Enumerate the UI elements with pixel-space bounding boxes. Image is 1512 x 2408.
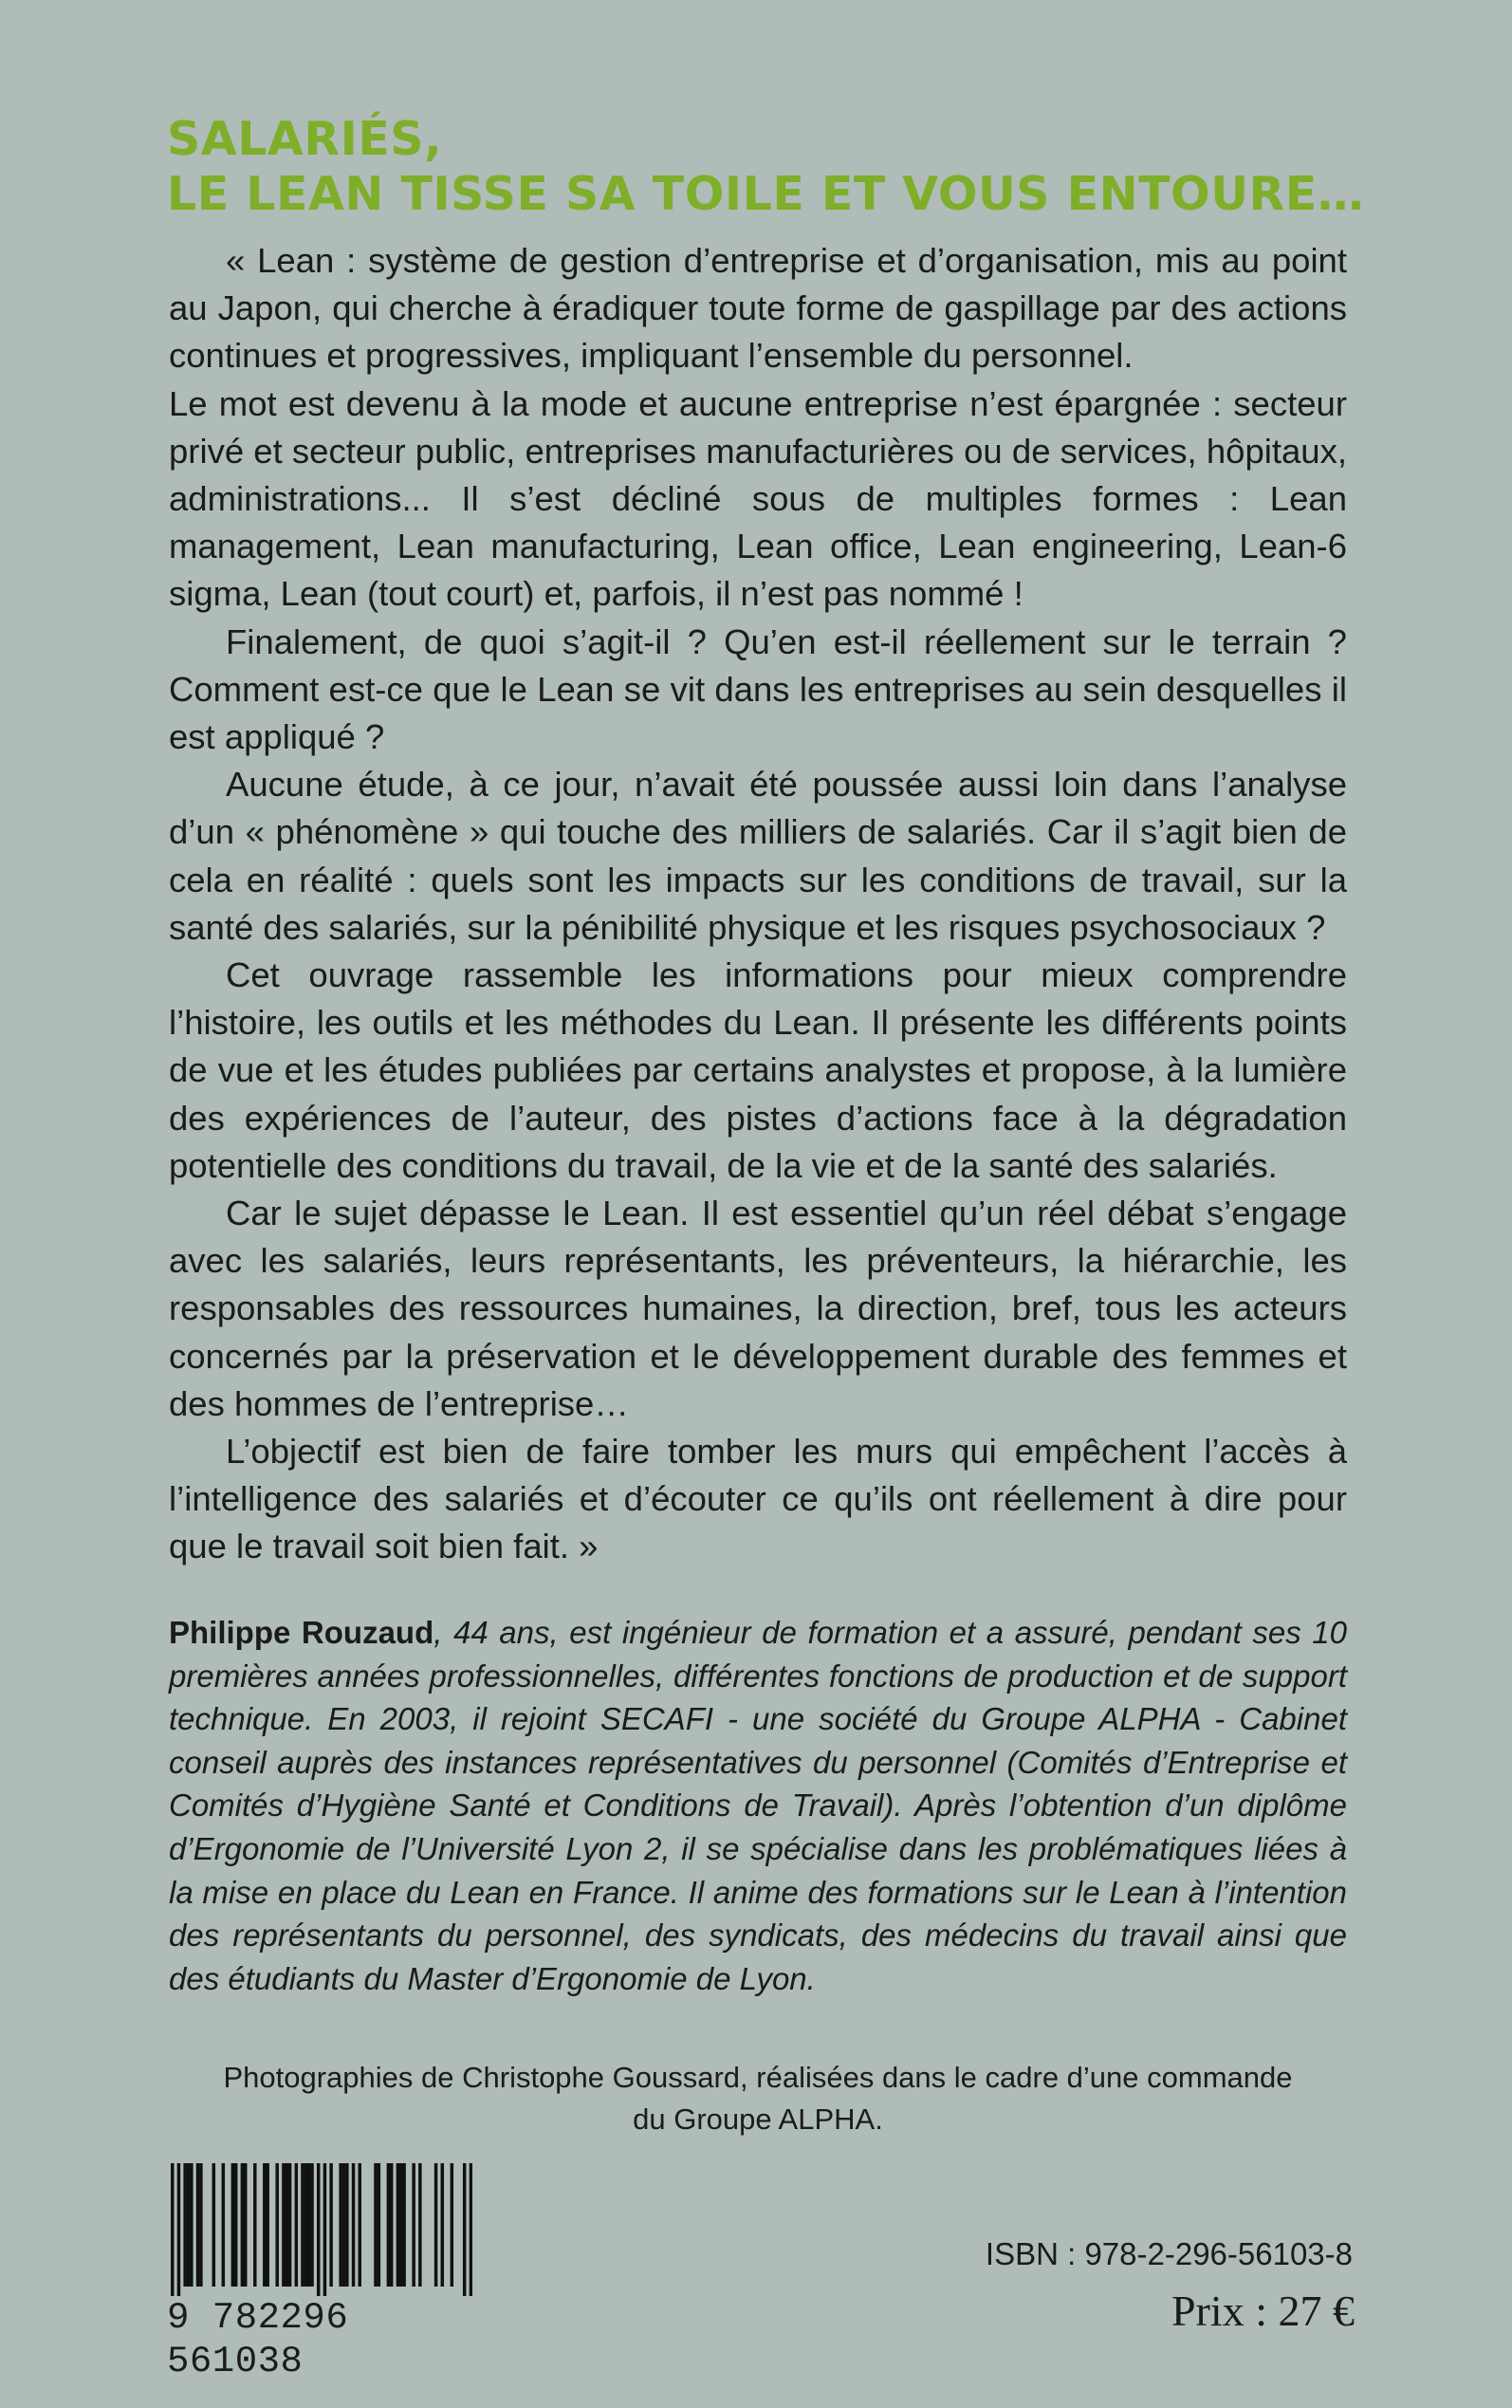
author-bio-text: , 44 ans, est ingénieur de formation et a assuré, pendant ses 10 premières années professionnelles, différentes fonctions de production et de support technique. En 2003, il rejoint SECAFI - une société du Groupe ALPHA - Cabinet conseil auprès des instances représentatives du personnel (Comités d’Entreprise et Comités d’Hygiène Santé et Conditions de Travail). Après l’obtention d’un diplôme d’Ergonomie de l’Université Lyon 2, il se spécialise dans les problématiques liées à la mise en place du Lean en France. Il anime des formations sur le Lean à l’intention des représentants du personnel, des syndicats, des médecins du travail ainsi que des étudiants du Master d’Ergonomie de Lyon. [169, 1615, 1348, 1996]
barcode-bar [317, 2163, 321, 2296]
barcode-bar [212, 2163, 216, 2287]
barcode-bar [196, 2163, 200, 2287]
blurb-paragraph-1: « Lean : système de gestion d’entreprise et d’organisation, mis au point au Japon, qui cherche à éradiquer toute forme de gaspillage par des actions continues et progressives, impliquant l’ensemble du personnel. [169, 241, 1347, 376]
barcode-bar [253, 2163, 257, 2287]
barcode-bar [177, 2163, 181, 2296]
barcode-bar [323, 2163, 327, 2296]
barcode-bar [329, 2163, 333, 2287]
barcode-bar [301, 2163, 304, 2287]
author-bio [169, 1611, 1347, 2000]
barcode-bar [378, 2163, 381, 2287]
blurb-paragraph-3: Finalement, de quoi s’agit-il ? Qu’en est-il réellement sur le terrain ? Comment est-ce que le Lean se vit dans les entreprises au sein desquelles il est appliqué ? [169, 621, 1347, 757]
barcode-bar [310, 2163, 314, 2287]
barcode-bar [199, 2163, 203, 2287]
barcode-bar [304, 2163, 308, 2287]
blurb [169, 237, 1347, 1571]
barcode-bar [295, 2163, 299, 2287]
barcode-bar [190, 2163, 194, 2287]
title-line-2: LE LEAN TISSE SA TOILE ET VOUS ENTOURE… [167, 167, 1365, 221]
blurb-paragraph-5: Cet ouvrage rassemble les informations pour mieux comprendre l’histoire, les outils et les méthodes du Lean. Il présente les différents points de vue et les études publiées par certains analystes et propose, à la lumière des expériences de l’auteur, des pistes d’actions face à la dégradation potentielle des conditions du travail, de la vie et de la santé des salariés. [169, 955, 1347, 1185]
barcode-bar [374, 2163, 378, 2287]
barcode-bar [345, 2163, 349, 2287]
barcode-bar [222, 2163, 226, 2287]
title-line-1: SALARIÉS, [167, 112, 443, 166]
barcode-bar [412, 2163, 415, 2287]
barcode-bar [275, 2163, 279, 2287]
barcode-bar [441, 2163, 445, 2287]
barcode [167, 2163, 475, 2382]
isbn: ISBN : 978-2-296-56103-8 [985, 2236, 1353, 2271]
barcode-bars [171, 2163, 472, 2296]
photo-credit-line-1: Photographies de Christophe Goussard, réalisées dans le cadre d’une commande [223, 2061, 1293, 2094]
book-title [167, 112, 1400, 222]
barcode-bar [358, 2163, 361, 2287]
barcode-bar [451, 2163, 454, 2287]
barcode-bar [352, 2163, 356, 2287]
author-name: Philippe Rouzaud [169, 1615, 434, 1650]
barcode-bar [263, 2163, 267, 2287]
blurb-paragraph-6: Car le sujet dépasse le Lean. Il est essentiel qu’un réel débat s’engage avec les salariés, leurs représentants, les préventeurs, la hiérarchie, les responsables des ressources humaines, la direction, bref, tous les acteurs concernés par la préservation et le développement durable des femmes et des hommes de l’entreprise… [169, 1194, 1347, 1423]
blurb-paragraph-2: Le mot est devenu à la mode et aucune entreprise n’est épargnée : secteur privé et secteur public, entreprises manufacturières ou de services, hôpitaux, administrations... Il s’est décliné sous de multiples formes : Lean management, Lean manufacturing, Lean office, Lean engineering, Lean-6 sigma, Lean (tout court) et, parfois, il n’est pas nommé ! [169, 383, 1347, 614]
barcode-bar [418, 2163, 422, 2287]
barcode-bar [342, 2163, 346, 2287]
barcode-bar [187, 2163, 191, 2287]
barcode-bar [234, 2163, 238, 2287]
barcode-bar [241, 2163, 245, 2287]
barcode-bar [244, 2163, 248, 2287]
barcode-bar [171, 2163, 175, 2296]
barcode-bar [399, 2163, 403, 2287]
barcode-bar [288, 2163, 292, 2287]
barcode-bar [396, 2163, 400, 2287]
barcode-bar [470, 2163, 472, 2296]
barcode-bar [390, 2163, 394, 2287]
barcode-bar [266, 2163, 269, 2287]
photo-credit [169, 2057, 1347, 2140]
barcode-digits: 9 782296 561038 [167, 2297, 349, 2382]
blurb-paragraph-7: L’objectif est bien de faire tomber les murs qui empêchent l’accès à l’intelligence des salariés et d’écouter ce qu’ils ont réellement à dire pour que le travail soit bien fait. » [169, 1432, 1347, 1566]
photo-credit-line-2: du Groupe ALPHA. [633, 2102, 883, 2136]
barcode-bar [339, 2163, 342, 2287]
blurb-paragraph-4: Aucune étude, à ce jour, n’avait été poussée aussi loin dans l’analyse d’un « phénomène » qui touche des milliers de salariés. Car il s’agit bien de cela en réalité : quels sont les impacts sur les conditions de travail, sur la santé des salariés, sur la pénibilité physique et les risques psychosociaux ? [169, 765, 1347, 947]
barcode-bar [387, 2163, 391, 2287]
barcode-bar [286, 2163, 289, 2287]
barcode-bar [231, 2163, 235, 2287]
barcode-bar [307, 2163, 311, 2287]
barcode-bar [282, 2163, 286, 2287]
barcode-bar [183, 2163, 187, 2287]
barcode-bar [402, 2163, 406, 2287]
barcode-bar [463, 2163, 467, 2296]
price: Prix : 27 € [1171, 2287, 1355, 2335]
barcode-bar [434, 2163, 438, 2287]
